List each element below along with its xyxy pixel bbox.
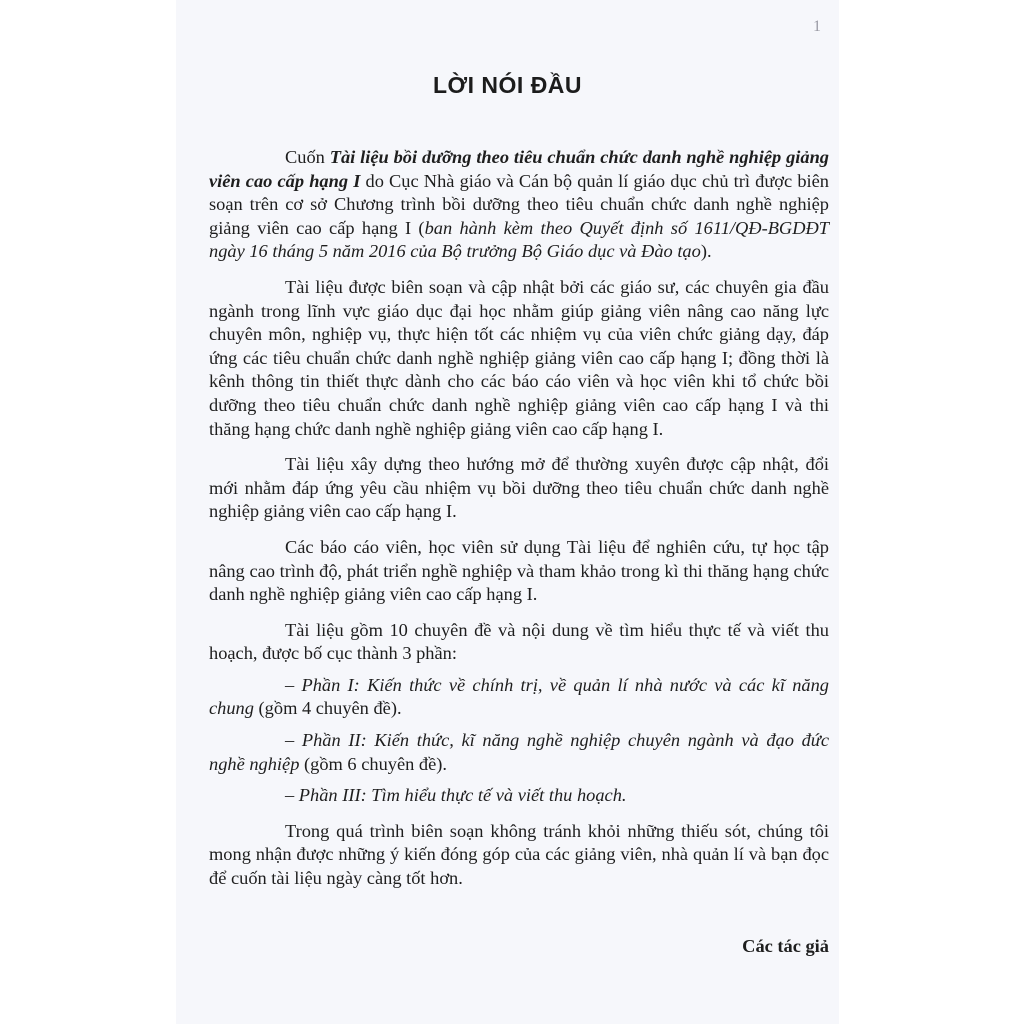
intro-middle: do Cục Nhà giáo và Cán bộ quản lí giáo dục chủ trì được biên soạn trên cơ sở Chương trình bồi dưỡng theo tiêu chuẩn chức danh nghề nghiệp giảng viên cao cấp hạng I ( [209, 170, 829, 238]
part-1-item [209, 674, 829, 721]
intro-end: ). [700, 241, 712, 262]
page-title: LỜI NÓI ĐẦU [432, 72, 583, 98]
decision-reference: ban hành kèm theo Quyết định số 1611/QĐ-BGDĐT ngày 16 tháng 5 năm 2016 của Bộ trưởng Bộ Giáo dục và Đào tạo [209, 217, 829, 262]
part-1-title: – Phần I: Kiến thức về chính trị, về quản lí nhà nước và các kĩ năng chung [209, 674, 829, 719]
part-2-count: (gồm 6 chuyên đề). [299, 753, 447, 774]
part-2-item [209, 729, 829, 776]
part-3-item [209, 784, 829, 808]
signature-authors: Các tác giả [742, 936, 829, 956]
page-number: 1 [813, 18, 821, 35]
preface-body [209, 146, 829, 903]
part-2-title: – Phần II: Kiến thức, kĩ năng nghề nghiệp chuyên ngành và đạo đức nghề nghiệp [209, 730, 829, 774]
book-page [176, 0, 839, 1024]
paragraph-usage: Các báo cáo viên, học viên sử dụng Tài liệu để nghiên cứu, tự học tập nâng cao trình độ, phát triển nghề nghiệp và tham khảo trong kì thi thăng hạng chức danh nghề nghiệp giảng viên cao cấp hạng I. [209, 536, 829, 605]
paragraph-feedback: Trong quá trình biên soạn không tránh khỏi những thiếu sót, chúng tôi mong nhận được những ý kiến đóng góp của các giảng viên, nhà quản lí và bạn đọc để cuốn tài liệu ngày càng tốt hơn. [209, 820, 829, 889]
paragraph-intro [209, 146, 829, 264]
paragraph-open-update: Tài liệu xây dựng theo hướng mở để thường xuyên được cập nhật, đổi mới nhằm đáp ứng yêu cầu nhiệm vụ bồi dưỡng theo tiêu chuẩn chức danh nghề nghiệp giảng viên cao cấp hạng I. [209, 454, 829, 522]
part-3-title: – Phần III: Tìm hiểu thực tế và viết thu hoạch. [285, 785, 627, 806]
paragraph-structure: Tài liệu gồm 10 chuyên đề và nội dung về tìm hiểu thực tế và viết thu hoạch, được bố cục thành 3 phần: [209, 619, 829, 664]
book-title: Tài liệu bồi dưỡng theo tiêu chuẩn chức danh nghề nghiệp giảng viên cao cấp hạng I [209, 147, 829, 191]
paragraph-purpose: Tài liệu được biên soạn và cập nhật bởi các giáo sư, các chuyên gia đầu ngành trong lĩnh vực giáo dục đại học nhằm giúp giảng viên nâng cao năng lực chuyên môn, nghiệp vụ, thực hiện tốt các nhiệm vụ của viên chức giảng dạy, đáp ứng các tiêu chuẩn chức danh nghề nghiệp giảng viên cao cấp hạng I; đồng thời là kênh thông tin thiết thực dành cho các báo cáo viên và học viên khi tổ chức bồi dưỡng theo tiêu chuẩn chức danh nghề nghiệp giảng viên cao cấp hạng I và thi thăng hạng chức danh nghề nghiệp giảng viên cao cấp hạng I. [209, 276, 829, 439]
intro-lead: Cuốn [285, 147, 330, 167]
part-1-count: (gồm 4 chuyên đề). [253, 698, 402, 719]
